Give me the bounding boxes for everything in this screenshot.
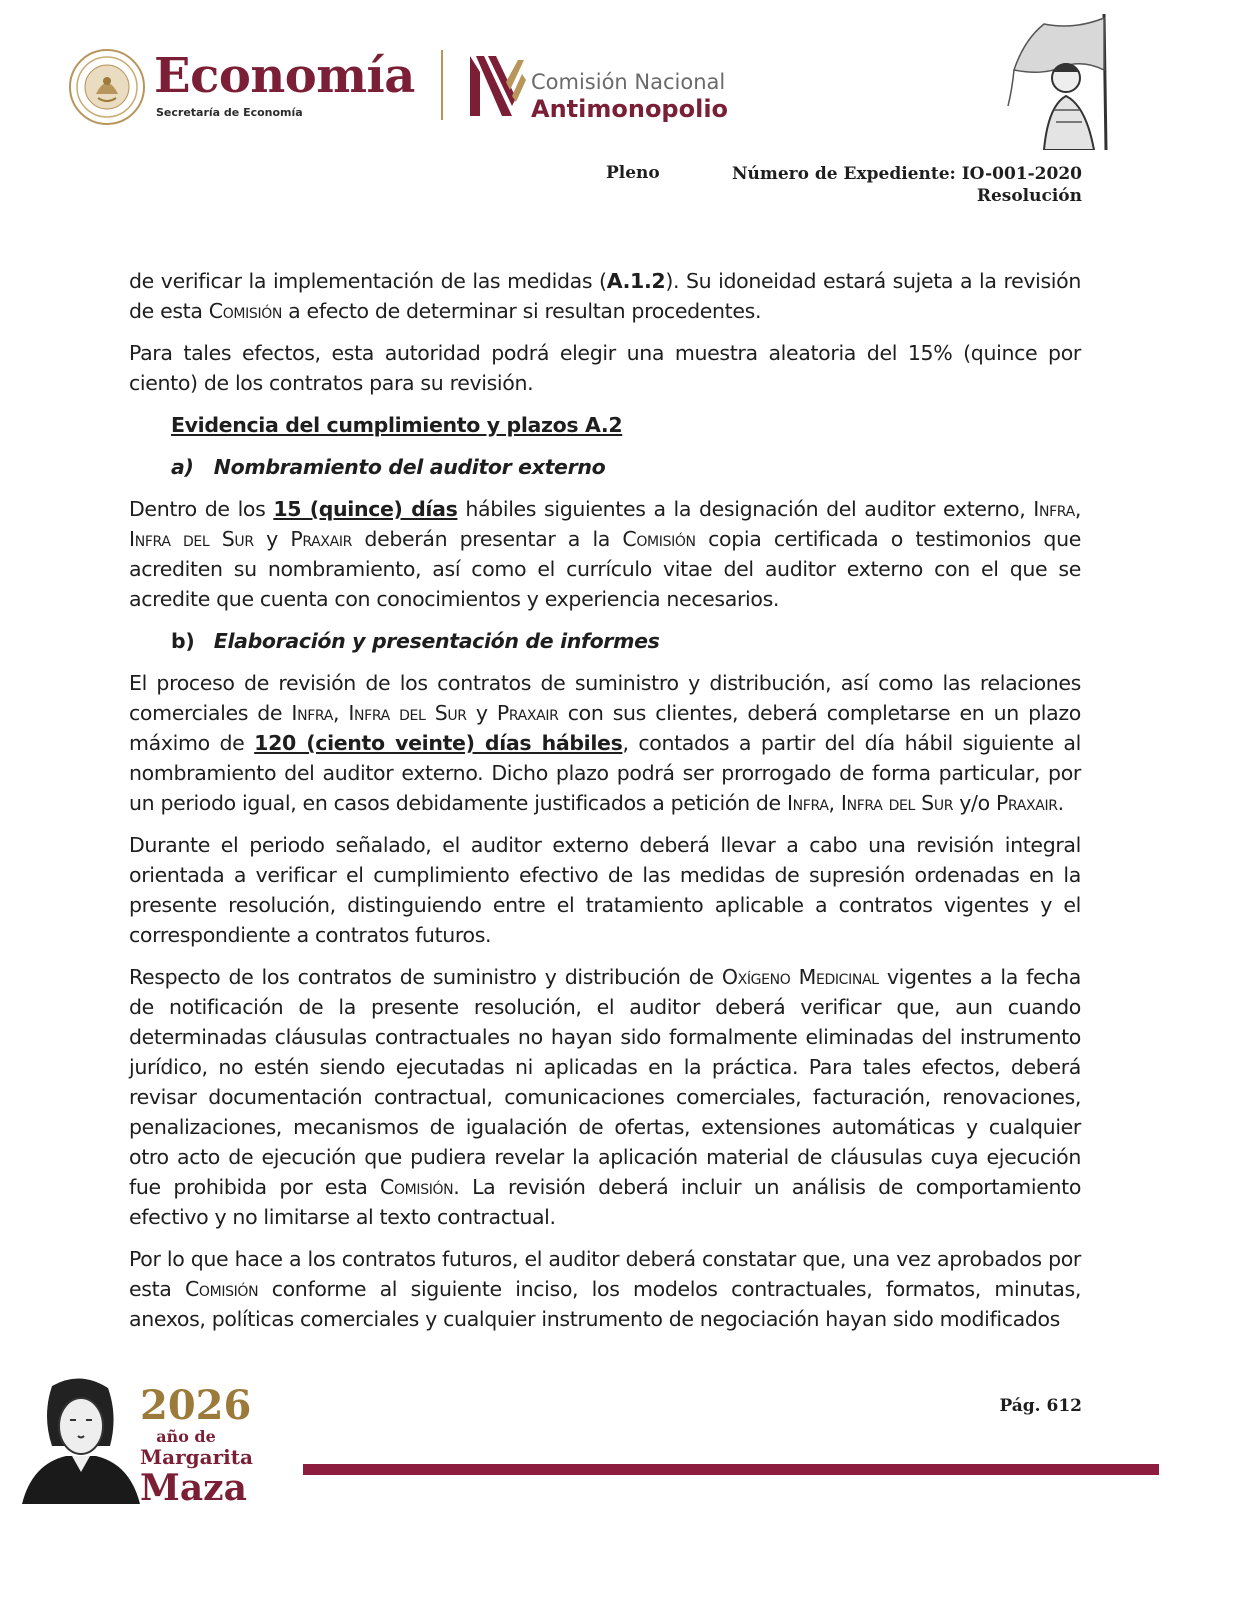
text-run: Comisión: [622, 527, 696, 551]
paragraph-1: [129, 266, 1081, 326]
cna-logo-icon: [466, 50, 526, 120]
year-number: 2026: [140, 1382, 252, 1429]
section-heading-evidencia: Evidencia del cumplimiento y plazos A.2: [171, 413, 623, 437]
text-run: Comisión: [380, 1175, 454, 1199]
text-run: Respecto de los contratos de suministro y distribución de: [129, 965, 722, 989]
text-run: 15 (quince) días: [273, 497, 458, 521]
text-run: Infra: [1033, 497, 1075, 521]
year-ano-de: año de: [156, 1427, 216, 1446]
text-run: 120 (ciento veinte) días hábiles: [254, 731, 623, 755]
text-run: Infra del Sur: [129, 527, 254, 551]
year-maza: Maza: [140, 1467, 247, 1509]
economia-subtitle: Secretaría de Economía: [156, 106, 303, 119]
cna-line1: Comisión Nacional: [531, 70, 726, 94]
year-margarita: Margarita: [140, 1445, 253, 1469]
subheading-a-text: Nombramiento del auditor externo: [213, 455, 606, 479]
paragraph-6: [129, 962, 1081, 1232]
text-run: con sus clientes, deberá completarse en un plazo máximo de: [129, 701, 1081, 755]
text-run: Infra: [786, 791, 829, 815]
text-run: Infra del Sur: [348, 701, 467, 725]
text-run: .: [1057, 791, 1064, 815]
text-run: A.1.2: [606, 269, 666, 293]
text-run: deberán presentar a la: [352, 527, 623, 551]
text-run: hábiles siguientes a la designación del auditor externo,: [457, 497, 1034, 521]
margarita-maza-portrait-icon: [22, 1376, 140, 1504]
text-run: vigentes a la fecha de notificación de la presente resolución, el auditor deberá verificar que, aun cuando determinadas cláusulas contractuales no hayan sido formalmente eliminadas del instrumento jurídico, no estén siendo ejecutadas ni aplicadas en la práctica. Para tales efectos, deberá revisar documentación contractual, comunicaciones comerciales, facturación, renovaciones, penalizaciones, mecanismos de igualación de ofertas, extensiones automáticas y cualquier otro acto de ejecución que pudiera revelar la aplicación material de cláusulas cuya ejecución fue prohibida por esta: [129, 965, 1081, 1199]
text-run: Comisión: [208, 299, 283, 323]
pleno-label: Pleno: [606, 163, 660, 183]
header-divider: [441, 50, 443, 120]
woman-with-flag-icon: [1004, 10, 1140, 150]
paragraph-5: [129, 830, 1081, 950]
document-body: [129, 266, 1081, 1346]
text-run: ,: [828, 791, 841, 815]
text-run: de verificar la implementación de las medidas (: [129, 269, 607, 293]
cna-line2: Antimonopolio: [531, 95, 729, 123]
text-run: Por lo que hace a los contratos futuros, el auditor deberá constatar que, una vez aprobados por esta: [129, 1247, 1081, 1301]
text-run: Infra del Sur: [840, 791, 954, 815]
text-run: Praxair: [496, 701, 559, 725]
paragraph-4: [129, 668, 1081, 818]
text-run: Para tales efectos, esta autoridad podrá elegir una muestra aleatoria del 15% (quince por ciento) de los contratos para su revisión.: [129, 341, 1081, 395]
paragraph-7: [129, 1244, 1081, 1334]
subheading-a: [171, 452, 1081, 482]
subheading-a-label: a): [171, 455, 194, 479]
text-run: Durante el periodo señalado, el auditor externo deberá llevar a cabo una revisión integral orientada a verificar el cumplimiento efectivo de las medidas de supresión ordenadas en la presente resolución, distinguiendo entre el tratamiento aplicable a contratos vigentes y el correspondiente a contratos futuros.: [129, 833, 1081, 947]
subheading-b-text: Elaboración y presentación de informes: [213, 629, 660, 653]
text-run: Oxígeno Medicinal: [721, 965, 879, 989]
expediente-block: [732, 163, 1082, 207]
text-run: Infra: [291, 701, 333, 725]
text-run: y: [466, 701, 497, 725]
text-run: copia certificada o testimonios que acrediten su nombramiento, así como el currículo vitae del auditor externo con el que se acredite que cuenta con conocimientos y experiencia necesarios.: [129, 527, 1081, 611]
paragraph-2: [129, 338, 1081, 398]
text-run: ). Su idoneidad estará sujeta a la revisión de esta: [129, 269, 1081, 323]
subheading-b-label: b): [171, 629, 195, 653]
page-header: [0, 0, 1236, 230]
text-run: a efecto de determinar si resultan procedentes.: [282, 299, 762, 323]
economia-title: Economía: [154, 48, 415, 104]
page-number: Pág. 612: [999, 1396, 1082, 1416]
text-run: ,: [332, 701, 349, 725]
paragraph-3: [129, 494, 1081, 614]
text-run: , contados a partir del día hábil siguiente al nombramiento del auditor externo. Dicho plazo podrá ser prorrogado de forma particular, por un periodo igual, en casos debidamente justificados a petición de: [129, 731, 1081, 815]
text-run: Comisión: [184, 1277, 259, 1301]
coat-of-arms-seal-icon: [68, 48, 146, 126]
text-run: . La revisión deberá incluir un análisis de comportamiento efectivo y no limitarse al texto contractual.: [129, 1175, 1082, 1229]
expediente-number: Número de Expediente: IO-001-2020: [731, 164, 1082, 184]
resolucion-label: Resolución: [976, 186, 1082, 206]
text-run: El proceso de revisión de los contratos de suministro y distribución, así como las relaciones comerciales de: [129, 671, 1081, 725]
text-run: y: [253, 527, 291, 551]
year-badge: [140, 1382, 253, 1509]
text-run: y/o: [953, 791, 996, 815]
text-run: Dentro de los: [129, 497, 274, 521]
text-run: conforme al siguiente inciso, los modelos contractuales, formatos, minutas, anexos, políticas comerciales y cualquier instrumento de negociación hayan sido modificados: [129, 1277, 1081, 1331]
text-run: Praxair: [995, 791, 1058, 815]
subheading-b: [171, 626, 1081, 656]
text-run: Praxair: [290, 527, 353, 551]
text-run: ,: [1074, 497, 1081, 521]
footer-bar: [303, 1464, 1159, 1475]
